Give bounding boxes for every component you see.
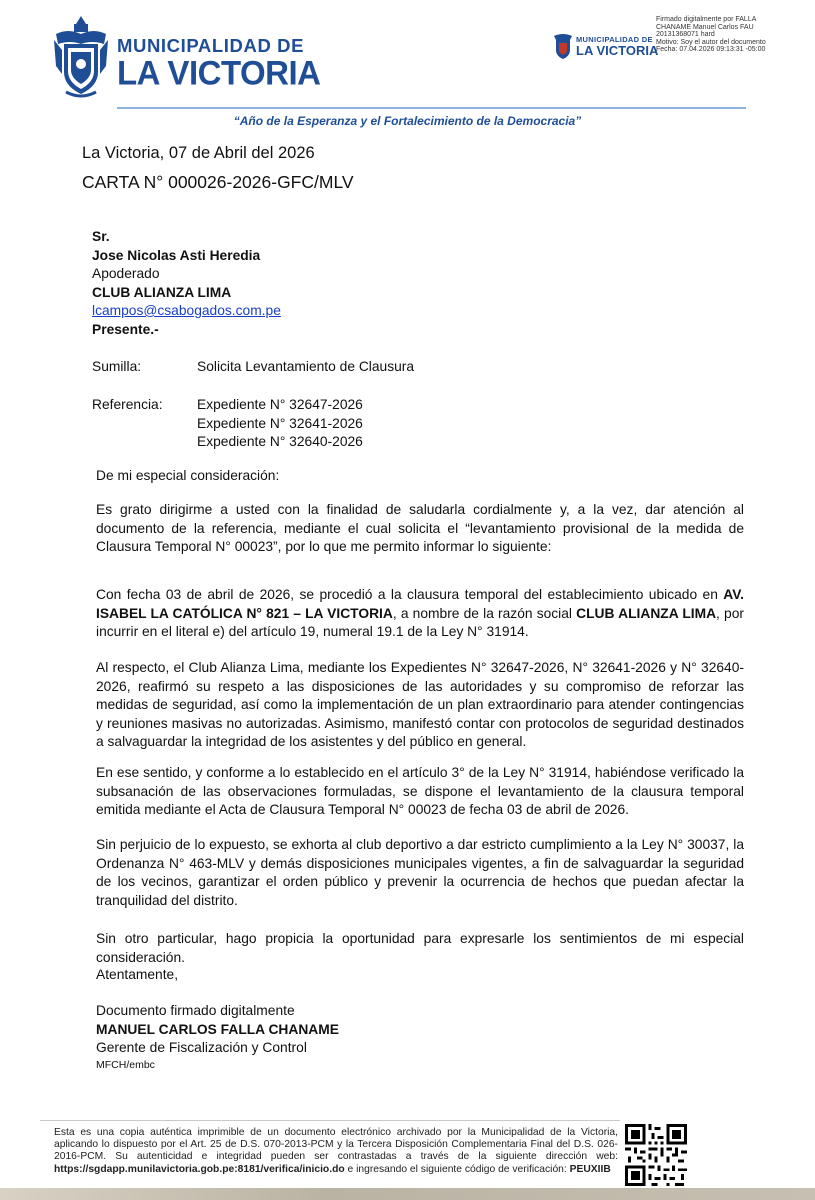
- referencia-item: Expediente N° 32641-2026: [197, 415, 363, 431]
- signature-line: Motivo: Soy el autor del documento: [656, 38, 766, 46]
- signature-line: Fecha: 07.04.2026 09:13:31 -05:00: [656, 46, 766, 54]
- municipal-crest-icon: [52, 14, 110, 100]
- municipality-name-line2: LA VICTORIA: [117, 53, 321, 92]
- scan-edge: [0, 1188, 815, 1200]
- verification-code: PEUXIIB: [569, 1163, 611, 1175]
- signature-logo: [576, 36, 658, 57]
- paragraph-1: Es grato dirigirme a usted con la finalidad de saludarla cordialmente y, a la vez, dar atención al documento de la referencia, mediante el cual solicita el “levantamiento provisional de la medida de Clausura Temporal N° 00023”, por lo que me permito informar lo siguiente:: [96, 502, 744, 554]
- signer-name: MANUEL CARLOS FALLA CHANAME: [96, 1021, 339, 1037]
- signature-line: 20131368071 hard: [656, 31, 715, 39]
- year-motto: “Año de la Esperanza y el Fortalecimiento de la Democracia”: [233, 114, 582, 128]
- signed-note: Documento firmado digitalmente: [96, 1003, 295, 1018]
- footer-divider: [40, 1120, 620, 1121]
- footer-text-b: e ingresando el siguiente código de verificación:: [344, 1163, 570, 1175]
- municipality-name: [117, 35, 321, 92]
- sumilla-label: Sumilla:: [92, 359, 142, 374]
- closing: Atentamente,: [96, 967, 179, 982]
- recipient-presente: Presente.-: [92, 321, 159, 337]
- signature-crest-icon: [552, 28, 574, 60]
- signature-line: CHANAME Manuel Carlos FAU: [656, 23, 754, 31]
- recipient-organization: CLUB ALIANZA LIMA: [92, 284, 232, 300]
- signature-block: [96, 1002, 339, 1072]
- paragraph-6: Sin otro particular, hago propicia la oportunidad para expresarle los sentimientos de mi especial consideración.: [96, 931, 744, 965]
- place-date: La Victoria, 07 de Abril del 2026: [82, 144, 315, 162]
- referencia-item: Expediente N° 32647-2026: [197, 397, 363, 412]
- verification-url-link[interactable]: https://sgdapp.munilavictoria.gob.pe:8181/verifica/inicio.do: [54, 1163, 345, 1175]
- recipient-name: Jose Nicolas Asti Heredia: [92, 247, 261, 263]
- signer-title: Gerente de Fiscalización y Control: [96, 1040, 307, 1055]
- paragraph-3: Al respecto, el Club Alianza Lima, mediante los Expedientes N° 32647-2026, N° 32641-2026 y N° 32640-2026, reafirmó su respeto a las disposiciones de las autoridades y su compromiso de reforzar las medidas de seguridad, así como la implementación de un plan extraordinario para atender contingencias y reuniones masivas no autorizadas. Asimismo, manifestó contar con protocolos de seguridad destinados a salvaguardar la integridad de los asistentes y del público en general.: [96, 660, 744, 749]
- paragraph-2-text-c: , a nombre de la razón social: [392, 605, 577, 621]
- referencia-label: Referencia:: [92, 397, 163, 412]
- authenticity-notice: [54, 1127, 618, 1176]
- signature-details: [656, 16, 815, 54]
- recipient-role: Apoderado: [92, 266, 160, 281]
- paragraph-4: En ese sentido, y conforme a lo establecido en el artículo 3° de la Ley N° 31914, habiéndose verificado la subsanación de las observaciones formuladas, se dispone el levantamiento de la clausura temporal emitida mediante el Acta de Clausura Temporal N° 00023 de fecha 03 de abril de 2026.: [96, 765, 744, 817]
- letter-number: CARTA N° 000026-2026-GFC/MLV: [82, 172, 354, 192]
- recipient-block: [92, 228, 281, 339]
- signature-logo-line1: MUNICIPALIDAD DE: [576, 35, 653, 44]
- referencia-list: [197, 396, 363, 452]
- referencia-item: Expediente N° 32640-2026: [197, 434, 363, 449]
- header-divider: [117, 107, 746, 109]
- paragraph-2-text-e: , por incurrir en el literal e) del artículo 19, numeral 19.1 de la Ley N° 31914.: [96, 605, 744, 639]
- paragraph-2-address: AV. ISABEL LA CATÓLICA N° 821 – LA VICTORIA: [96, 587, 744, 621]
- signature-line: Firmado digitalmente por FALLA: [656, 16, 757, 23]
- sumilla-value: Solicita Levantamiento de Clausura: [197, 359, 415, 374]
- paragraph-2: [96, 586, 744, 642]
- recipient-email-link[interactable]: lcampos@csabogados.com.pe: [92, 303, 281, 318]
- paragraph-2-club: CLUB ALIANZA LIMA: [576, 605, 717, 621]
- paragraph-2-text-a: Con fecha 03 de abril de 2026, se procedió a la clausura temporal del establecimiento ubicado en: [96, 587, 724, 602]
- footer-text-a: Esta es una copia auténtica imprimible de un documento electrónico archivado por la Municipalidad de la Victoria, aplicando lo dispuesto por el Art. 25 de D.S. 070-2013-PCM y la Tercera Disposición Complementaria Final del D.S. 026- 2016-PCM. Su autenticidad e integridad pueden ser contrastadas a través de la siguiente dirección web:: [54, 1127, 618, 1163]
- municipality-name-line1: MUNICIPALIDAD DE: [117, 35, 305, 56]
- signature-logo-line2: LA VICTORIA: [576, 43, 659, 58]
- paragraph-5: Sin perjuicio de lo expuesto, se exhorta al club deportivo a dar estricto cumplimiento a la Ley N° 30037, la Ordenanza N° 463-MLV y demás disposiciones municipales vigentes, a fin de salvaguardar la seguridad de los vecinos, garantizar el orden público y prevenir la ocurrencia de hechos que puedan afectar la tranquilidad del distrito.: [96, 837, 744, 908]
- recipient-salutation: Sr.: [92, 229, 110, 244]
- digital-signature-stamp: [552, 16, 815, 72]
- qr-code-icon[interactable]: [625, 1124, 687, 1186]
- greeting: De mi especial consideración:: [96, 468, 280, 483]
- document-initials: MFCH/embc: [96, 1058, 155, 1071]
- letterhead: [0, 0, 815, 140]
